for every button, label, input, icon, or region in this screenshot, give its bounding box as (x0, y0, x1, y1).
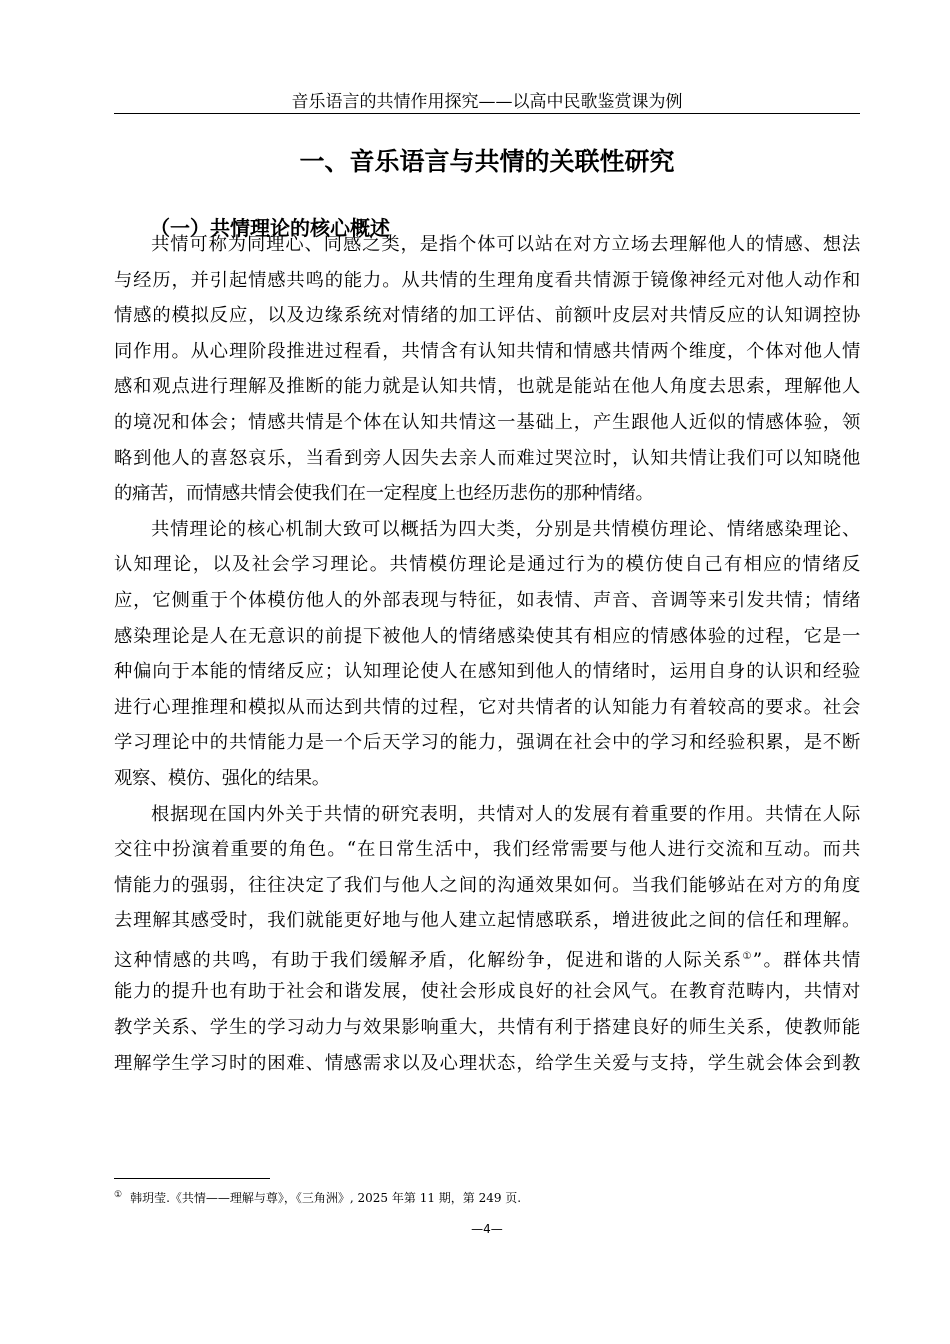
paragraph-line: 略到他人的喜怒哀乐，当看到旁人因失去亲人而难过哭泣时，认知共情让我们可以知晓他 (114, 447, 860, 469)
section-title: 一、音乐语言与共情的关联性研究 (299, 147, 675, 176)
header-rule (114, 113, 860, 114)
paragraph-line: 感和观点进行理解及推断的能力就是认知共情，也就是能站在他人角度去思索，理解他人 (114, 376, 860, 398)
paragraph-line: 进行心理推理和模拟从而达到共情的过程，它对共情者的认知能力有着较高的要求。社会 (114, 696, 860, 718)
paragraph-line: 观察、模仿、强化的结果。 (114, 767, 330, 789)
paragraph-line: 共情可称为同理心、同感之类，是指个体可以站在对方立场去理解他人的情感、想法 (151, 234, 860, 255)
body-text (114, 227, 860, 1081)
paragraph-line: 这种情感的共鸣，有助于我们缓解矛盾，化解纷争，促进和谐的人际关系①”。群体共情 (114, 949, 861, 971)
paragraph-line: 应，它侧重于个体模仿他人的外部表现与特征，如表情、声音、音调等来引发共情；情绪 (114, 589, 860, 611)
paragraph-line: 种偏向于本能的情绪反应；认知理论使人在感知到他人的情绪时，运用自身的认识和经验 (114, 661, 860, 683)
paragraph-line: 去理解其感受时，我们就能更好地与他人建立起情感联系，增进彼此之间的信任和理解。 (114, 910, 860, 932)
footnote-rule (114, 1178, 270, 1179)
paragraph-line: 同作用。从心理阶段推进过程看，共情含有认知共情和情感共情两个维度，个体对他人情 (114, 340, 860, 362)
paragraph-line: 学习理论中的共情能力是一个后天学习的能力，强调在社会中的学习和经验积累，是不断 (114, 732, 860, 754)
paragraph-line: 交往中扮演着重要的角色。“在日常生活中，我们经常需要与他人进行交流和互动。而共 (114, 839, 860, 861)
paragraph-line: 能力的提升也有助于社会和谐发展，使社会形成良好的社会风气。在教育范畴内，共情对 (114, 981, 860, 1003)
paragraph-line: 情感的模拟反应，以及边缘系统对情绪的加工评估、前额叶皮层对共情反应的认知调控协 (114, 305, 860, 327)
paragraph-line: 的境况和体会；情感共情是个体在认知共情这一基础上，产生跟他人近似的情感体验，领 (114, 411, 860, 433)
page-number: —4— (471, 1222, 503, 1236)
paragraph-line: 情能力的强弱，往往决定了我们与他人之间的沟通效果如何。当我们能够站在对方的角度 (114, 874, 860, 896)
footnote-text: 韩玥莹.《共情——理解与尊》，《三角洲》, 2025 年第 11 期，第 249 页. (130, 1191, 522, 1205)
running-header: 音乐语言的共情作用探究——以高中民歌鉴赏课为例 (291, 92, 683, 112)
footnote-marker: ① (114, 1190, 123, 1200)
paragraph-line: 根据现在国内外关于共情的研究表明，共情对人的发展有着重要的作用。共情在人际 (151, 803, 860, 825)
paragraph-line: 与经历，并引起情感共鸣的能力。从共情的生理角度看共情源于镜像神经元对他人动作和 (114, 269, 860, 291)
paragraph-line: 感染理论是人在无意识的前提下被他人的情绪感染使其有相应的情感体验的过程，它是一 (114, 625, 860, 647)
paragraph-line: 认知理论，以及社会学习理论。共情模仿理论是通过行为的模仿使自己有相应的情绪反 (114, 554, 860, 576)
paragraph-line: 理解学生学习时的困难、情感需求以及心理状态，给学生关爱与支持，学生就会体会到教 (114, 1052, 860, 1074)
paragraph-line: 的痛苦，而情感共情会使我们在一定程度上也经历悲伤的那种情绪。 (114, 483, 654, 505)
subsection-title: （一）共情理论的核心概述 (150, 216, 390, 240)
paragraph-line: 教学关系、学生的学习动力与效果影响重大，共情有利于搭建良好的师生关系，使教师能 (114, 1017, 860, 1039)
footnote (114, 1186, 521, 1207)
footnote-reference: ① (742, 950, 753, 962)
paragraph-line: 共情理论的核心机制大致可以概括为四大类，分别是共情模仿理论、情绪感染理论、 (151, 518, 860, 540)
